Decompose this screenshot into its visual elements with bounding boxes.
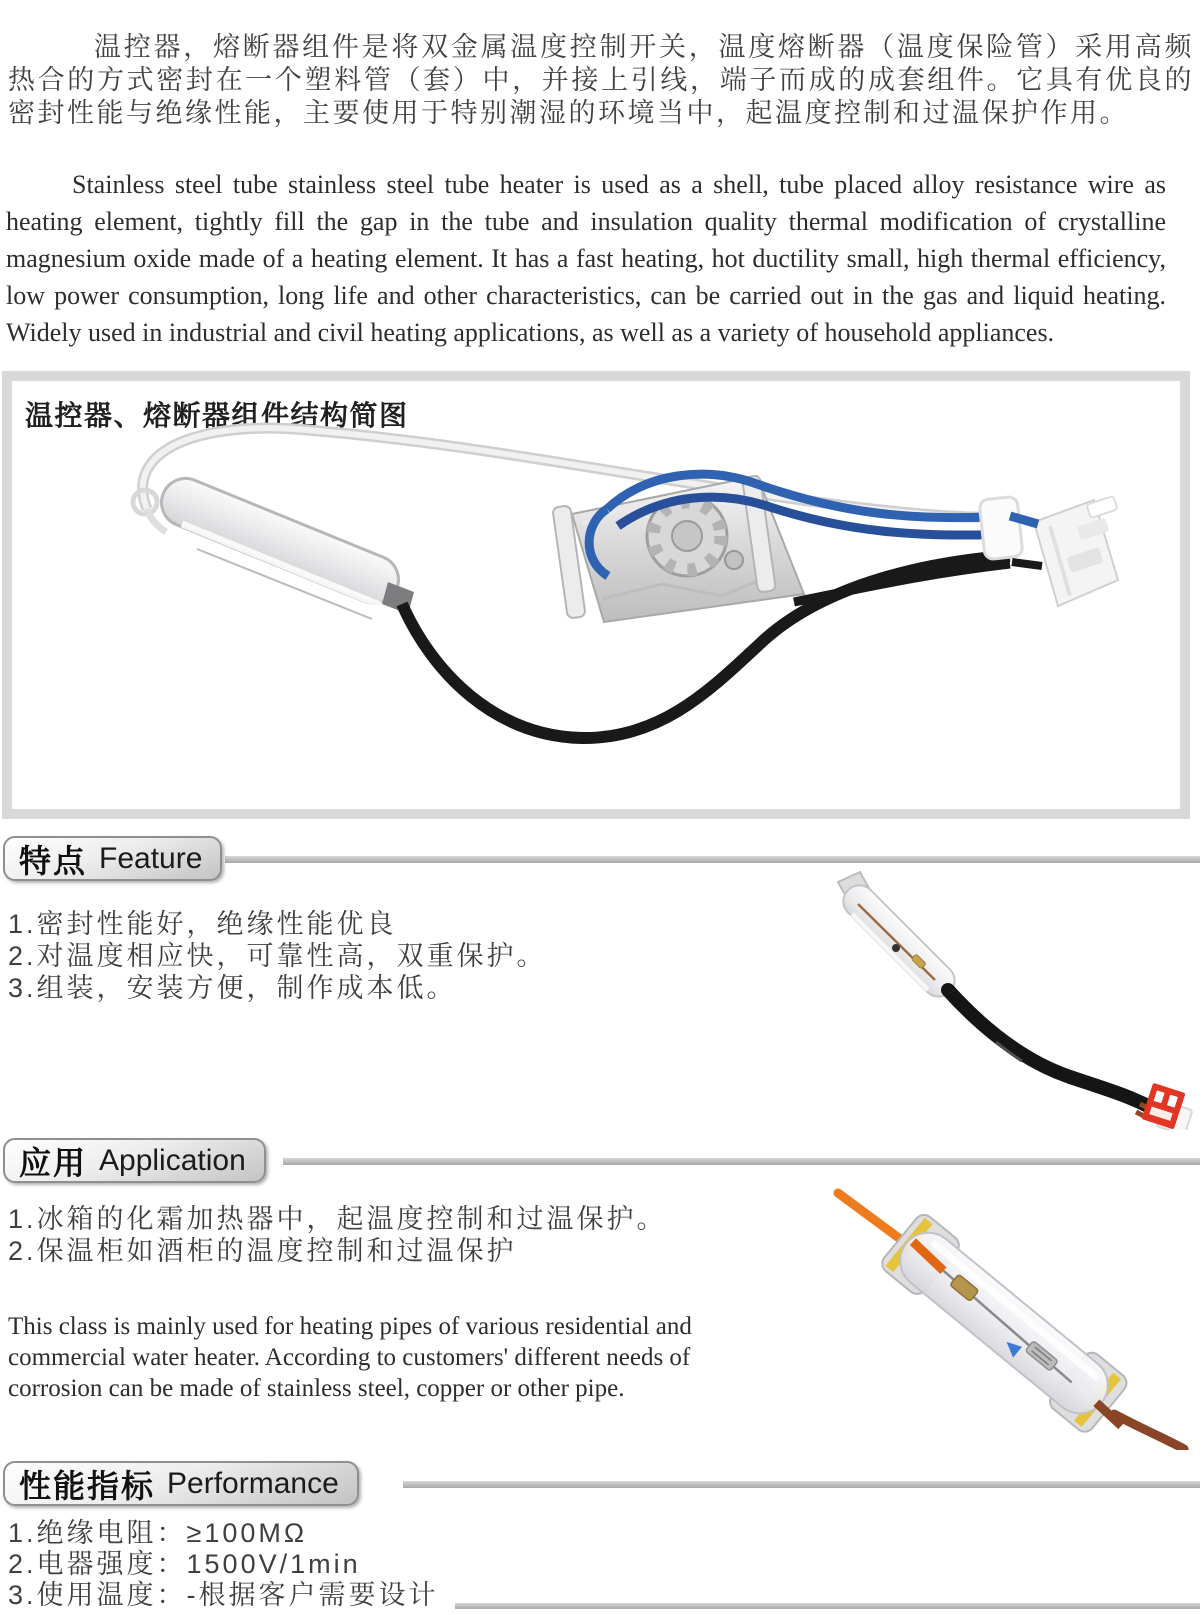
- wire-assembly-photo: [102, 414, 1162, 799]
- intro-paragraph-cn: 温控器，熔断器组件是将双金属温度控制开关，温度熔断器（温度保险管）采用高频热合的方式密封在一个塑料管（套）中，并接上引线，端子而成的成套组件。它具有优良的密封性能与绝缘性能，主要使用于特别潮湿的环境当中，起温度控制和过温保护作用。: [8, 32, 1194, 128]
- application-title-cn: 应用: [19, 1144, 88, 1181]
- performance-item: 3.使用温度：-根据客户需要设计: [8, 1580, 439, 1610]
- fuse-cable-photo: [800, 862, 1200, 1130]
- feature-title-en: Feature: [99, 841, 203, 875]
- performance-list: [8, 1518, 439, 1611]
- intro-paragraph-en: Stainless steel tube stainless steel tube heater is used as a shell, tube placed alloy resistance wire as heating element, tightly fill the gap in the tube and insulation quality thermal modification of crystalline magnesium oxide made of a heating element. It has a fast heating, hot ductility small, high thermal efficiency, low power consumption, long life and other characteristics, can be carried out in the gas and liquid heating. Widely used in industrial and civil heating applications, as well as a variety of household appliances.: [6, 170, 1166, 347]
- performance-header: [3, 1461, 1200, 1509]
- performance-item: 1.绝缘电阻：≥100MΩ: [8, 1518, 308, 1548]
- performance-item: 2.电器强度：1500V/1min: [8, 1549, 361, 1579]
- feature-item: 2.对温度相应快，可靠性高，双重保护。: [8, 941, 547, 971]
- performance-header-rule: [403, 1481, 1200, 1488]
- application-header-rule: [283, 1158, 1200, 1165]
- diagram-title: 温控器、熔断器组件结构简图: [25, 400, 409, 431]
- feature-item: 3.组装，安装方便，制作成本低。: [8, 973, 457, 1003]
- performance-header-pill: [3, 1461, 359, 1506]
- feature-item: 1.密封性能好，绝缘性能优良: [8, 909, 397, 939]
- feature-header-pill: [3, 836, 222, 881]
- feature-title-cn: 特点: [19, 842, 88, 879]
- performance-title-cn: 性能指标: [19, 1467, 156, 1504]
- application-item: 1.冰箱的化霜加热器中，起温度控制和过温保护。: [8, 1204, 667, 1234]
- application-header-pill: [3, 1138, 266, 1183]
- structure-diagram-box: [2, 371, 1190, 819]
- application-list: [8, 1203, 667, 1267]
- application-item: 2.保温柜如酒柜的温度控制和过温保护: [8, 1236, 517, 1266]
- bottom-rule: [455, 1603, 1200, 1609]
- application-paragraph-en: This class is mainly used for heating pipes of various residential and commercial water heater. According to customers' different needs of corrosion can be made of stainless steel, copper or other pipe.: [8, 1313, 692, 1402]
- feature-list: [8, 908, 547, 1004]
- application-title-en: Application: [99, 1143, 246, 1177]
- performance-title-en: Performance: [167, 1466, 339, 1500]
- thermal-fuse-tube-photo: [812, 1168, 1200, 1450]
